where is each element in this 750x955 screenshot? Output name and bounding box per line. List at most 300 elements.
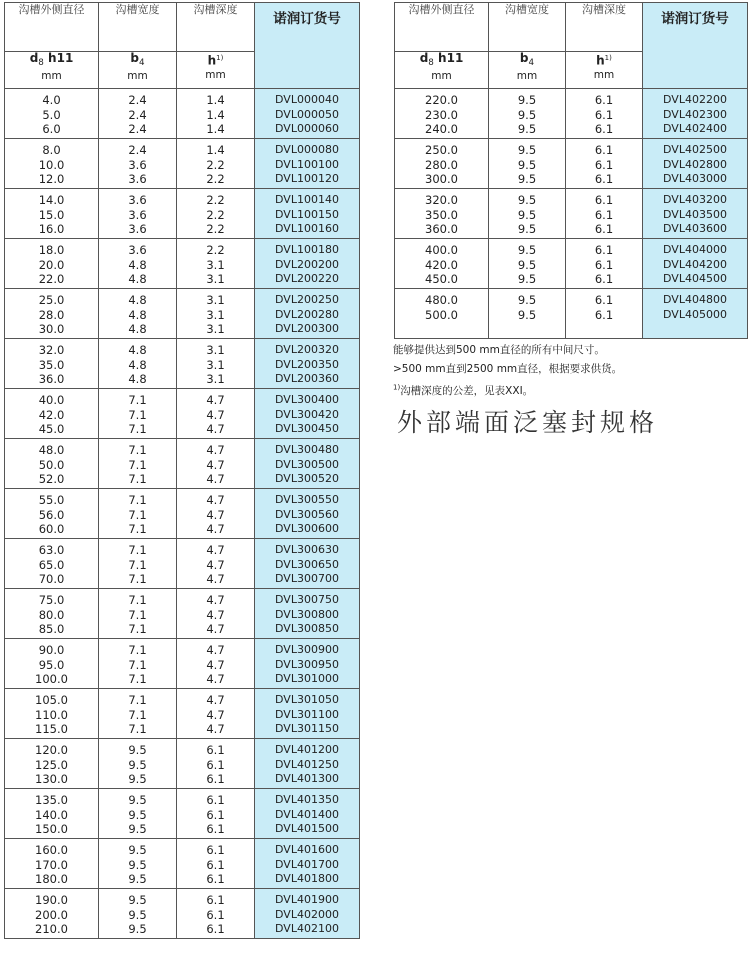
cell-outer-diameter-value: 30.0 xyxy=(38,322,65,337)
cell-order-code-value: DVL200280 xyxy=(275,307,339,321)
cell-groove-width-value: 2.4 xyxy=(128,143,147,157)
cell-groove-depth-value: 6.1 xyxy=(594,122,614,137)
col-symbol-d8: $d_8$ h11 mm xyxy=(5,52,99,89)
cell-order-code-value: DVL200350 xyxy=(275,357,339,371)
cell-groove-width-value: 3.6 xyxy=(128,222,147,237)
cell-groove-width-value: 4.8 xyxy=(128,372,147,387)
cell-groove-depth-value: 6.1 xyxy=(594,257,614,272)
cell-groove-width-value: 7.1 xyxy=(128,557,147,572)
cell-groove-width-value: 3.6 xyxy=(128,243,147,257)
cell-groove-depth-value: 6.1 xyxy=(206,772,225,787)
cell-outer-diameter xyxy=(5,489,99,539)
cell-order-code-value: DVL403200 xyxy=(663,193,727,206)
cell-order-code-value: DVL401500 xyxy=(275,822,339,836)
cell-groove-depth-value: 3.1 xyxy=(206,343,225,357)
cell-outer-diameter xyxy=(5,239,99,289)
cell-order-code xyxy=(255,789,360,839)
cell-outer-diameter-value: 80.0 xyxy=(38,607,65,622)
cell-outer-diameter-value: 400.0 xyxy=(425,243,458,257)
cell-order-code-value: DVL300500 xyxy=(275,457,339,471)
cell-outer-diameter xyxy=(5,139,99,189)
cell-groove-width-value: 7.1 xyxy=(128,657,147,672)
cell-groove-depth-value: 4.7 xyxy=(206,493,225,507)
table-row xyxy=(5,889,360,939)
cell-groove-depth-value: 4.7 xyxy=(206,593,225,607)
table-row xyxy=(5,139,360,189)
cell-groove-depth-value: 3.1 xyxy=(206,357,225,372)
cell-groove-depth xyxy=(566,239,643,289)
cell-groove-width-value: 7.1 xyxy=(128,693,147,707)
cell-groove-depth xyxy=(566,89,643,139)
cell-groove-depth xyxy=(566,189,643,239)
spec-table-left xyxy=(4,2,360,939)
cell-outer-diameter xyxy=(5,639,99,689)
cell-outer-diameter-value: 32.0 xyxy=(38,343,65,357)
cell-order-code-value: DVL404200 xyxy=(663,257,727,271)
cell-groove-depth-value: 4.7 xyxy=(206,407,225,422)
cell-order-code-value: DVL300560 xyxy=(275,507,339,521)
cell-order-code-value: DVL000050 xyxy=(275,107,339,121)
cell-groove-depth-value: 3.1 xyxy=(206,272,225,287)
cell-outer-diameter-value: 75.0 xyxy=(38,593,65,607)
cell-order-code xyxy=(255,639,360,689)
cell-order-code-value: DVL300630 xyxy=(275,543,339,556)
cell-groove-width xyxy=(489,239,566,289)
cell-order-code xyxy=(643,189,748,239)
cell-groove-width-value: 7.1 xyxy=(128,407,147,422)
col-header-groove-depth: 沟槽深度 xyxy=(177,3,255,52)
cell-groove-width-value: 4.8 xyxy=(128,343,147,357)
cell-outer-diameter-value: 160.0 xyxy=(35,843,68,857)
cell-groove-depth-value: 6.1 xyxy=(206,807,225,822)
cell-outer-diameter xyxy=(395,189,489,239)
cell-groove-depth-value: 6.1 xyxy=(206,857,225,872)
cell-order-code-value: DVL401900 xyxy=(275,893,339,906)
cell-groove-depth-value: 6.1 xyxy=(206,872,225,887)
cell-groove-depth xyxy=(177,539,255,589)
cell-groove-depth-value: 1.4 xyxy=(206,122,225,137)
cell-order-code-value: DVL000060 xyxy=(275,122,339,136)
cell-groove-depth-value: 6.1 xyxy=(206,922,225,937)
cell-outer-diameter xyxy=(5,689,99,739)
cell-groove-width xyxy=(99,789,177,839)
cell-outer-diameter xyxy=(5,339,99,389)
cell-order-code-value: DVL100180 xyxy=(275,243,339,256)
cell-outer-diameter-value: 65.0 xyxy=(38,557,65,572)
cell-groove-depth-value: 4.7 xyxy=(206,393,225,407)
cell-groove-depth-value: 6.1 xyxy=(594,143,614,157)
cell-order-code-value: DVL000040 xyxy=(275,93,339,106)
cell-groove-depth xyxy=(177,789,255,839)
cell-groove-width-value: 9.5 xyxy=(517,193,537,207)
cell-groove-depth-value: 4.7 xyxy=(206,522,225,537)
cell-groove-width xyxy=(489,189,566,239)
cell-order-code-value: DVL300950 xyxy=(275,657,339,671)
col-symbol-d8: $d_8$ h11 mm xyxy=(395,52,489,89)
cell-groove-depth-value: 6.1 xyxy=(206,907,225,922)
cell-order-code xyxy=(255,89,360,139)
cell-order-code xyxy=(255,839,360,889)
cell-groove-depth xyxy=(177,589,255,639)
col-header-groove-width: 沟槽宽度 xyxy=(489,3,566,52)
cell-groove-depth-value: 4.7 xyxy=(206,643,225,657)
cell-groove-width-value: 3.6 xyxy=(128,157,147,172)
cell-groove-width-value: 9.5 xyxy=(517,122,537,137)
cell-order-code-value: DVL402500 xyxy=(663,143,727,156)
table-row xyxy=(5,689,360,739)
cell-groove-width xyxy=(99,389,177,439)
cell-groove-depth-value: 4.7 xyxy=(206,422,225,437)
cell-groove-depth-value: 4.7 xyxy=(206,722,225,737)
cell-groove-width-value: 9.5 xyxy=(517,257,537,272)
cell-outer-diameter-value: 36.0 xyxy=(38,372,65,387)
cell-groove-width xyxy=(99,289,177,339)
table-row xyxy=(395,189,748,239)
cell-groove-depth xyxy=(177,439,255,489)
cell-groove-width-value: 7.1 xyxy=(128,507,147,522)
cell-outer-diameter-value: 210.0 xyxy=(35,922,68,937)
cell-groove-depth xyxy=(177,639,255,689)
cell-groove-width-value: 7.1 xyxy=(128,607,147,622)
cell-groove-width-value: 3.6 xyxy=(128,207,147,222)
cell-groove-depth-value: 3.1 xyxy=(206,257,225,272)
cell-outer-diameter-value: 200.0 xyxy=(35,907,68,922)
cell-groove-width xyxy=(99,739,177,789)
cell-groove-width xyxy=(99,339,177,389)
cell-outer-diameter-value: 56.0 xyxy=(38,507,65,522)
cell-outer-diameter-value: 110.0 xyxy=(35,707,68,722)
cell-order-code-value: DVL300520 xyxy=(275,472,339,486)
cell-groove-width-value: 9.5 xyxy=(517,107,537,122)
cell-order-code-value: DVL301050 xyxy=(275,693,339,706)
cell-groove-depth-value: 6.1 xyxy=(594,93,614,107)
cell-groove-width-value: 4.8 xyxy=(128,293,147,307)
cell-order-code-value: DVL402800 xyxy=(663,157,727,171)
cell-groove-depth-value: 6.1 xyxy=(594,107,614,122)
col-symbol-h: $h^{1)}$ mm xyxy=(177,52,255,89)
cell-order-code xyxy=(255,539,360,589)
cell-order-code xyxy=(643,289,748,339)
cell-outer-diameter-value: 18.0 xyxy=(38,243,65,257)
cell-order-code-value: DVL402400 xyxy=(663,122,727,136)
cell-groove-depth-value: 6.1 xyxy=(594,172,614,187)
cell-outer-diameter xyxy=(5,739,99,789)
cell-groove-depth-value: 3.1 xyxy=(206,307,225,322)
cell-order-code-value: DVL200360 xyxy=(275,372,339,386)
cell-outer-diameter-value: 20.0 xyxy=(38,257,65,272)
cell-groove-width-value: 9.5 xyxy=(128,772,147,787)
cell-groove-depth-value: 1.4 xyxy=(206,107,225,122)
cell-outer-diameter-value: 8.0 xyxy=(42,143,61,157)
cell-outer-diameter xyxy=(395,239,489,289)
table-row xyxy=(5,589,360,639)
cell-outer-diameter-value: 63.0 xyxy=(38,543,65,557)
cell-groove-depth xyxy=(177,389,255,439)
cell-groove-width-value: 3.6 xyxy=(128,193,147,207)
cell-groove-depth-value: 3.1 xyxy=(206,293,225,307)
cell-outer-diameter-value: 170.0 xyxy=(35,857,68,872)
cell-order-code-value: DVL100150 xyxy=(275,207,339,221)
cell-groove-width xyxy=(99,139,177,189)
cell-order-code-value: DVL402100 xyxy=(275,922,339,936)
cell-groove-depth-value: 3.1 xyxy=(206,372,225,387)
table-row xyxy=(5,539,360,589)
table-row xyxy=(395,239,748,289)
cell-groove-width-value: 7.1 xyxy=(128,572,147,587)
cell-outer-diameter-value: 125.0 xyxy=(35,757,68,772)
cell-groove-depth-value: 4.7 xyxy=(206,707,225,722)
cell-order-code xyxy=(255,189,360,239)
cell-groove-width-value: 9.5 xyxy=(128,807,147,822)
cell-groove-width-value: 9.5 xyxy=(128,843,147,857)
cell-groove-width xyxy=(489,139,566,189)
cell-order-code-value: DVL401600 xyxy=(275,843,339,856)
cell-groove-width-value: 9.5 xyxy=(517,157,537,172)
cell-outer-diameter-value: 28.0 xyxy=(38,307,65,322)
cell-groove-depth xyxy=(177,239,255,289)
table-row xyxy=(5,339,360,389)
cell-groove-depth-value: 6.1 xyxy=(594,193,614,207)
cell-groove-depth-value: 4.7 xyxy=(206,693,225,707)
cell-groove-width-value: 9.5 xyxy=(128,857,147,872)
table-row xyxy=(5,89,360,139)
cell-groove-depth xyxy=(177,739,255,789)
cell-order-code-value: DVL100100 xyxy=(275,157,339,171)
cell-groove-depth-value: 4.7 xyxy=(206,507,225,522)
cell-groove-width-value: 7.1 xyxy=(128,443,147,457)
cell-groove-width-value: 4.8 xyxy=(128,257,147,272)
cell-order-code-value: DVL403000 xyxy=(663,172,727,186)
cell-order-code-value: DVL401400 xyxy=(275,807,339,821)
cell-groove-width-value: 7.1 xyxy=(128,522,147,537)
cell-groove-width-value: 7.1 xyxy=(128,422,147,437)
cell-groove-width-value: 7.1 xyxy=(128,722,147,737)
cell-outer-diameter-value: 55.0 xyxy=(38,493,65,507)
cell-outer-diameter-value: 10.0 xyxy=(38,157,65,172)
cell-groove-width-value: 9.5 xyxy=(517,307,537,322)
cell-outer-diameter-value: 115.0 xyxy=(35,722,68,737)
cell-order-code-value: DVL200300 xyxy=(275,322,339,336)
cell-groove-depth-value: 2.2 xyxy=(206,157,225,172)
table-row xyxy=(5,739,360,789)
cell-groove-depth-value: 4.7 xyxy=(206,672,225,687)
cell-outer-diameter-value: 90.0 xyxy=(38,643,65,657)
cell-outer-diameter-value: 105.0 xyxy=(35,693,68,707)
cell-outer-diameter-value: 4.0 xyxy=(42,93,61,107)
cell-order-code-value: DVL100120 xyxy=(275,172,339,186)
cell-order-code-value: DVL100140 xyxy=(275,193,339,206)
cell-order-code-value: DVL301100 xyxy=(275,707,339,721)
cell-groove-width xyxy=(99,89,177,139)
cell-outer-diameter-value: 70.0 xyxy=(38,572,65,587)
cell-groove-width-value: 9.5 xyxy=(128,922,147,937)
cell-order-code-value: DVL300400 xyxy=(275,393,339,406)
cell-groove-width xyxy=(99,889,177,939)
col-symbol-h: $h^{1)}$ mm xyxy=(566,52,643,89)
cell-groove-width xyxy=(99,489,177,539)
cell-groove-width-value: 9.5 xyxy=(517,222,537,237)
spec-table-right xyxy=(394,2,748,339)
cell-outer-diameter-value: 42.0 xyxy=(38,407,65,422)
cell-order-code-value: DVL401350 xyxy=(275,793,339,806)
cell-order-code xyxy=(255,239,360,289)
cell-groove-width xyxy=(99,239,177,289)
cell-order-code-value: DVL401250 xyxy=(275,757,339,771)
table-row xyxy=(395,89,748,139)
page-title: 外部端面泛塞封规格 xyxy=(397,408,659,437)
cell-groove-depth xyxy=(177,289,255,339)
cell-groove-depth xyxy=(177,489,255,539)
cell-outer-diameter-value: 450.0 xyxy=(425,272,458,287)
cell-outer-diameter-value: 5.0 xyxy=(42,107,61,122)
cell-order-code-value: DVL402200 xyxy=(663,93,727,106)
cell-groove-width xyxy=(99,539,177,589)
col-header-groove-width: 沟槽宽度 xyxy=(99,3,177,52)
cell-outer-diameter-value: 15.0 xyxy=(38,207,65,222)
cell-groove-depth-value: 4.7 xyxy=(206,443,225,457)
cell-order-code-value: DVL300750 xyxy=(275,593,339,606)
cell-groove-depth-value: 4.7 xyxy=(206,543,225,557)
cell-outer-diameter-value: 60.0 xyxy=(38,522,65,537)
table-row xyxy=(5,189,360,239)
cell-groove-depth xyxy=(566,139,643,189)
cell-order-code-value: DVL300900 xyxy=(275,643,339,656)
cell-order-code-value: DVL404000 xyxy=(663,243,727,256)
table-row xyxy=(5,439,360,489)
cell-groove-depth-value: 6.1 xyxy=(594,307,614,322)
cell-outer-diameter-value: 22.0 xyxy=(38,272,65,287)
cell-groove-depth-value: 6.1 xyxy=(206,743,225,757)
cell-outer-diameter xyxy=(395,139,489,189)
cell-outer-diameter-value: 420.0 xyxy=(425,257,458,272)
cell-outer-diameter-value: 140.0 xyxy=(35,807,68,822)
cell-groove-depth-value: 2.2 xyxy=(206,207,225,222)
cell-order-code-value: DVL402300 xyxy=(663,107,727,121)
cell-outer-diameter-value: 120.0 xyxy=(35,743,68,757)
cell-outer-diameter-value: 50.0 xyxy=(38,457,65,472)
cell-order-code-value: DVL401200 xyxy=(275,743,339,756)
cell-order-code-value: DVL404800 xyxy=(663,293,727,306)
cell-order-code-value: DVL300850 xyxy=(275,622,339,636)
cell-groove-depth xyxy=(566,289,643,339)
cell-order-code xyxy=(255,139,360,189)
cell-outer-diameter-value: 190.0 xyxy=(35,893,68,907)
cell-groove-depth-value: 2.2 xyxy=(206,172,225,187)
cell-groove-width-value: 7.1 xyxy=(128,622,147,637)
col-header-order-code: 诺润订货号 xyxy=(643,3,748,89)
cell-outer-diameter-value: 6.0 xyxy=(42,122,61,137)
spec-table-right-body xyxy=(395,89,748,339)
cell-outer-diameter xyxy=(5,589,99,639)
cell-order-code xyxy=(643,89,748,139)
cell-outer-diameter-value: 35.0 xyxy=(38,357,65,372)
table-row xyxy=(5,639,360,689)
cell-groove-width-value: 4.8 xyxy=(128,322,147,337)
note-intermediate-sizes: 能够提供达到500 mm直径的所有中间尺寸。 xyxy=(393,344,605,356)
table-row xyxy=(5,289,360,339)
cell-groove-width-value: 9.5 xyxy=(128,757,147,772)
cell-groove-depth xyxy=(177,839,255,889)
cell-groove-depth xyxy=(177,339,255,389)
cell-outer-diameter-value: 14.0 xyxy=(38,193,65,207)
cell-outer-diameter-value: 45.0 xyxy=(38,422,65,437)
cell-outer-diameter-value: 52.0 xyxy=(38,472,65,487)
cell-outer-diameter-value: 85.0 xyxy=(38,622,65,637)
cell-groove-width xyxy=(489,289,566,339)
cell-groove-width-value: 9.5 xyxy=(128,893,147,907)
cell-groove-depth-value: 6.1 xyxy=(206,822,225,837)
col-header-outer-diameter: 沟槽外侧直径 xyxy=(395,3,489,52)
cell-order-code xyxy=(643,139,748,189)
cell-outer-diameter-value: 16.0 xyxy=(38,222,65,237)
cell-groove-width xyxy=(99,189,177,239)
cell-groove-width-value: 4.8 xyxy=(128,307,147,322)
cell-order-code-value: DVL300600 xyxy=(275,522,339,536)
cell-groove-width xyxy=(99,439,177,489)
cell-outer-diameter xyxy=(5,189,99,239)
cell-order-code-value: DVL301150 xyxy=(275,722,339,736)
cell-groove-width-value: 9.5 xyxy=(128,872,147,887)
cell-order-code-value: DVL200320 xyxy=(275,343,339,356)
cell-groove-width xyxy=(99,689,177,739)
cell-groove-width-value: 2.4 xyxy=(128,122,147,137)
col-symbol-b4: $b_4$ mm xyxy=(99,52,177,89)
cell-groove-depth-value: 4.7 xyxy=(206,557,225,572)
cell-outer-diameter-value: 240.0 xyxy=(425,122,458,137)
cell-order-code-value: DVL401800 xyxy=(275,872,339,886)
cell-outer-diameter-value: 360.0 xyxy=(425,222,458,237)
cell-groove-width-value: 9.5 xyxy=(128,793,147,807)
cell-groove-width-value: 9.5 xyxy=(517,293,537,307)
table-row xyxy=(5,389,360,439)
cell-groove-depth-value: 6.1 xyxy=(206,893,225,907)
cell-groove-depth-value: 2.2 xyxy=(206,193,225,207)
cell-outer-diameter-value: 150.0 xyxy=(35,822,68,837)
cell-order-code-value: DVL401700 xyxy=(275,857,339,871)
cell-groove-width-value: 4.8 xyxy=(128,357,147,372)
cell-order-code-value: DVL404500 xyxy=(663,272,727,286)
cell-outer-diameter xyxy=(395,289,489,339)
cell-order-code-value: DVL300650 xyxy=(275,557,339,571)
cell-outer-diameter-value: 350.0 xyxy=(425,207,458,222)
cell-groove-width-value: 7.1 xyxy=(128,493,147,507)
cell-order-code-value: DVL000080 xyxy=(275,143,339,156)
cell-groove-width-value: 9.5 xyxy=(517,143,537,157)
cell-groove-width-value: 7.1 xyxy=(128,643,147,657)
cell-outer-diameter xyxy=(5,89,99,139)
cell-order-code xyxy=(255,739,360,789)
cell-groove-depth-value: 6.1 xyxy=(206,757,225,772)
col-header-outer-diameter: 沟槽外侧直径 xyxy=(5,3,99,52)
cell-groove-width-value: 7.1 xyxy=(128,543,147,557)
cell-outer-diameter xyxy=(5,439,99,489)
cell-groove-depth-value: 6.1 xyxy=(594,207,614,222)
cell-outer-diameter xyxy=(5,889,99,939)
cell-groove-width-value: 3.6 xyxy=(128,172,147,187)
cell-order-code-value: DVL200220 xyxy=(275,272,339,286)
table-row xyxy=(5,239,360,289)
cell-groove-depth-value: 1.4 xyxy=(206,143,225,157)
cell-order-code-value: DVL200250 xyxy=(275,293,339,306)
table-row xyxy=(5,839,360,889)
cell-order-code-value: DVL200200 xyxy=(275,257,339,271)
cell-groove-depth-value: 3.1 xyxy=(206,322,225,337)
cell-groove-depth-value: 4.7 xyxy=(206,457,225,472)
cell-outer-diameter xyxy=(395,89,489,139)
cell-order-code-value: DVL100160 xyxy=(275,222,339,236)
cell-order-code-value: DVL403600 xyxy=(663,222,727,236)
cell-outer-diameter-value: 230.0 xyxy=(425,107,458,122)
